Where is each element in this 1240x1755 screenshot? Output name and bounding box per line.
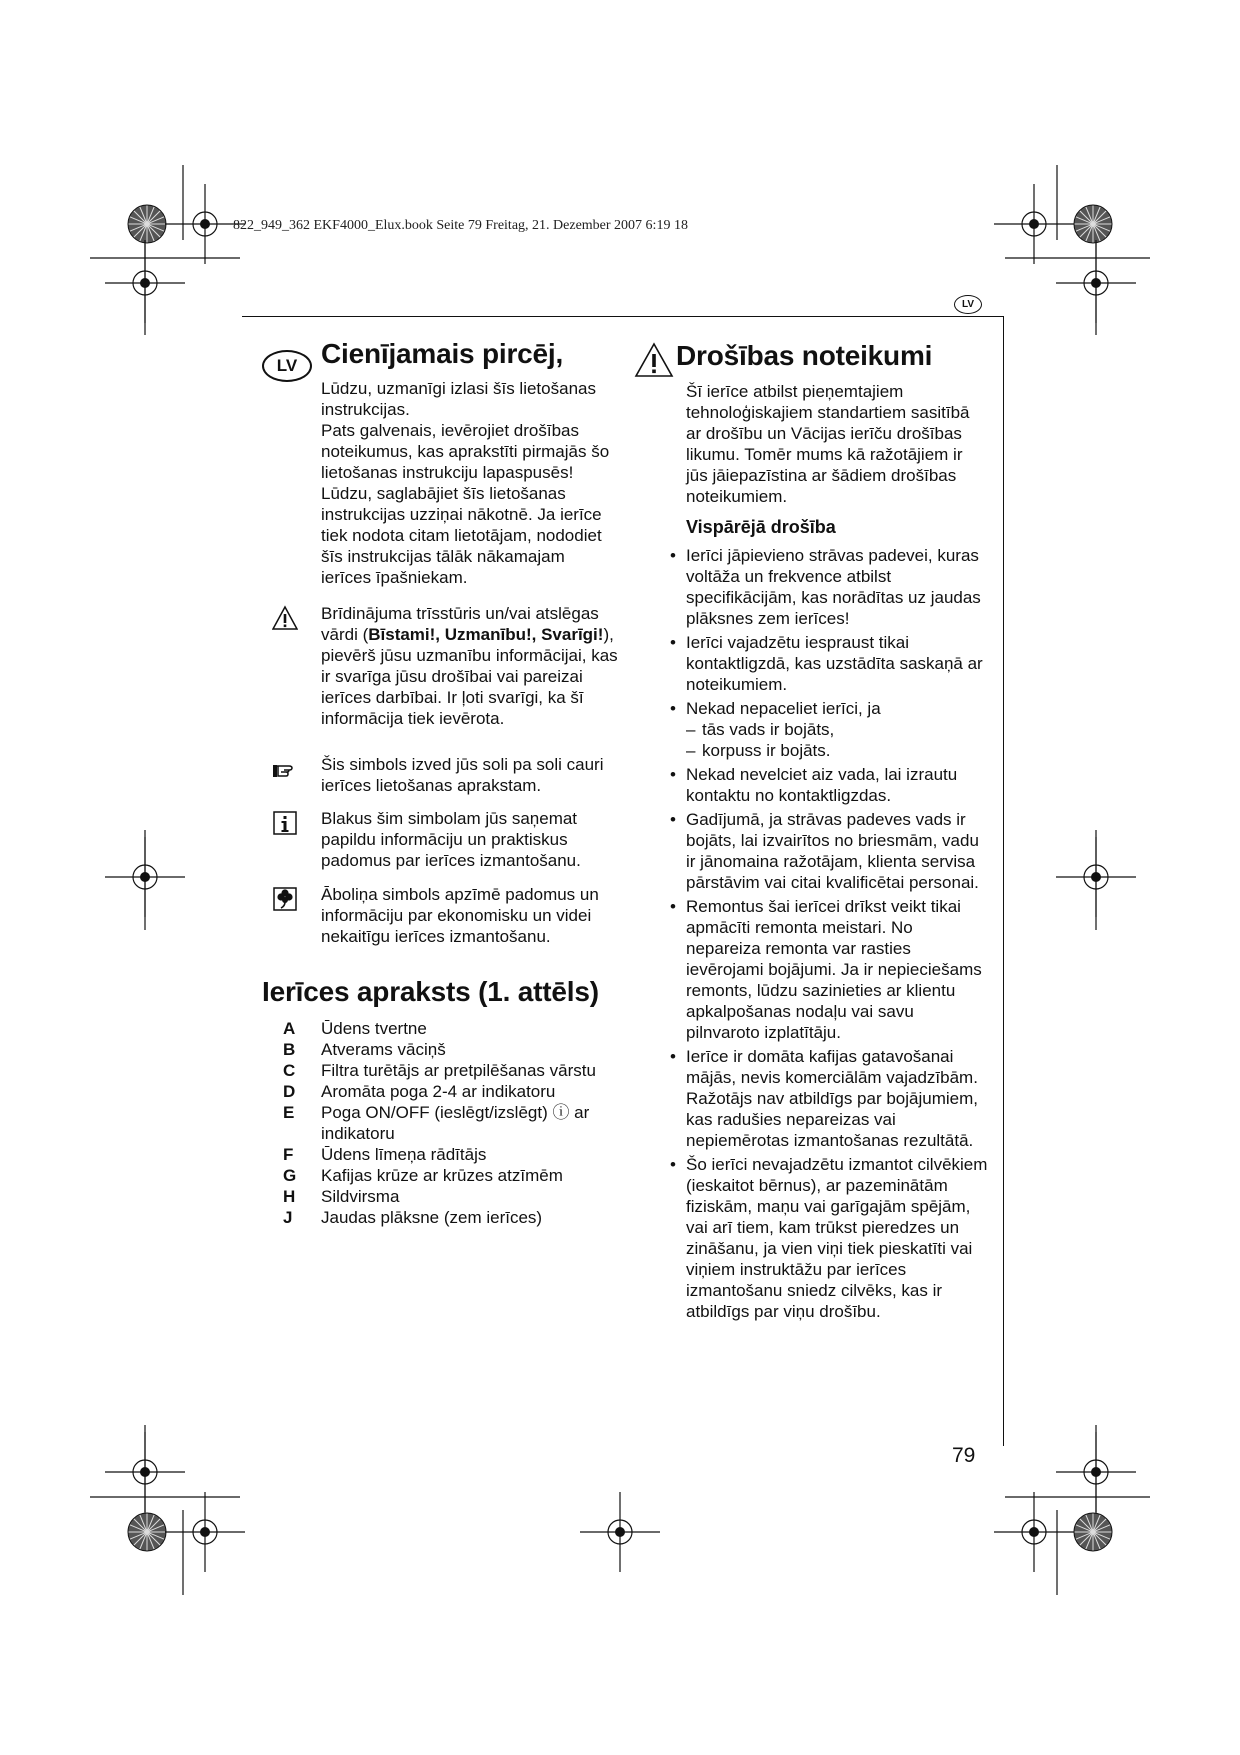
safety-bullet-text: • Remontus šai ierīcei drīkst veikt tikai apmācīti remonta meistari. No nepareiza remonta var rasties ievērojami bojājumi. Ja ir nepieciešams remonts, lūdzu sazinieties ar klientu apkalpošanas nodaļu vai savu pilnvaroto izplatītāju.: [686, 897, 982, 1042]
part-text: Sildvirsma: [321, 1187, 400, 1206]
description-title: Ierīces apraksts (1. attēls): [262, 976, 599, 1007]
part-text: Poga ON/OFF (ieslēgt/izslēgt) ⓘ ar indikatoru: [321, 1103, 590, 1143]
safety-bullet: [670, 698, 988, 761]
part-letter: H: [283, 1187, 296, 1206]
print-header: 822_949_362 EKF4000_Elux.book Seite 79 Freitag, 21. Dezember 2007 6:19 18: [233, 218, 688, 233]
info-icon: [272, 810, 298, 836]
warning-triangle-icon: [272, 605, 298, 631]
part-item: [283, 1207, 623, 1228]
safety-sub-bullet: – tās vads ir bojāts,: [686, 719, 988, 740]
safety-bullet-text: • Šo ierīci nevajadzētu izmantot cilvēkiem (ieskaitot bērnus), ar pazeminātām fiziskām, maņu vai garīgajām spējām, vai arī tiem, kam trūkst pieredzes un zināšanu, ja vien viņi tiek pieskatīti vai viņiem instruktāžu par ierīces izmantošanu sniedz cilvēks, kas ir atbildīgs par viņu drošību.: [686, 1155, 988, 1321]
part-letter: A: [283, 1019, 296, 1038]
parts-list: [283, 1018, 623, 1228]
safety-bullet-text: • Ierīci vajadzētu iespraust tikai kontaktligzdā, kas uzstādīta saskaņā ar noteikumiem.: [686, 633, 983, 694]
part-item: [283, 1186, 623, 1207]
safety-sub-bullet: – korpuss ir bojāts.: [686, 740, 988, 761]
part-item: [283, 1144, 623, 1165]
part-item: [283, 1018, 623, 1039]
safety-bullet-text: • Ierīce ir domāta kafijas gatavošanai mājās, nevis komerciālām vajadzībām. Ražotājs nav atbildīgs par bojājumiem, kas radušies nepareizas vai nepiemērotas izmantošanas rezultātā.: [686, 1047, 978, 1150]
page-frame-right-rule: [1003, 316, 1004, 1446]
safety-bullet-text: • Nekad nepaceliet ierīci, ja: [686, 699, 881, 718]
part-item: [283, 1060, 623, 1081]
symbol-info-text: Blakus šim simbolam jūs saņemat papildu informāciju un praktiskus padomus par ierīces izmantošanu.: [321, 809, 581, 870]
symbol-warning-text: Brīdinājuma trīsstūris un/vai atslēgas vārdi (Bīstami!, Uzmanību!, Svarīgi!), pievērš jūsu uzmanību informācijai, kas ir svarīga jūsu drošībai vai pareizai ierīces darbībai. Ir ļoti svarīgi, ka šī informācija tiek ievērota.: [321, 604, 618, 728]
page-frame-top-rule: [242, 316, 1004, 317]
part-letter: D: [283, 1082, 296, 1101]
safety-bullet: [670, 764, 988, 806]
language-badge-small: LV: [954, 295, 982, 314]
symbol-eco-text: Āboliņa simbols apzīmē padomus un informāciju par ekonomisku un videi nekaitīgu ierīces izmantošanu.: [321, 885, 599, 946]
clover-icon: [272, 886, 298, 912]
safety-bullet: [670, 809, 988, 893]
safety-bullet-text: • Ierīci jāpievieno strāvas padevei, kuras voltāža un frekvence atbilst specifikācijām, kas norādītas uz jaudas plāksnes zem ierīces!: [686, 546, 981, 628]
part-item: [283, 1102, 623, 1144]
part-text: Kafijas krūze ar krūzes atzīmēm: [321, 1166, 563, 1185]
pointing-hand-icon: [272, 756, 298, 782]
safety-intro: Šī ierīce atbilst pieņemtajiem tehnoloģiskajiem standartiem sasitībā ar drošību un Vācijas ierīču drošības likumu. Tomēr mums kā ražotājiem ir jūs jāiepazīstina ar šādiem drošības noteikumiem.: [686, 382, 970, 506]
part-text: Atverams vāciņš: [321, 1040, 446, 1059]
symbol-step-text: Šis simbols izved jūs soli pa soli cauri ierīces lietošanas aprakstam.: [321, 755, 604, 795]
safety-bullet-list: [670, 545, 988, 1325]
part-text: Ūdens tvertne: [321, 1019, 427, 1038]
part-letter: E: [283, 1103, 295, 1122]
part-letter: C: [283, 1061, 296, 1080]
part-letter: G: [283, 1166, 297, 1185]
part-letter: F: [283, 1145, 294, 1164]
warning-keywords: Bīstami!, Uzmanību!, Svarīgi!: [368, 625, 604, 644]
general-safety-subhead: Vispārējā drošība: [686, 517, 836, 537]
safety-bullet: [670, 896, 988, 1043]
safety-title: Drošības noteikumi: [676, 340, 933, 371]
safety-warning-icon: [634, 342, 674, 378]
safety-bullet: [670, 1046, 988, 1151]
safety-bullet-text: • Gadījumā, ja strāvas padeves vads ir bojāts, lai izvairītos no briesmām, vadu ir jānomaina ražotājam, klienta servisa pārstāvim vai citai kvalificētai personai.: [686, 810, 979, 892]
safety-bullet-text: • Nekad nevelciet aiz vada, lai izrautu kontaktu no kontaktligzdas.: [686, 765, 958, 805]
part-text: Filtra turētājs ar pretpilēšanas vārstu: [321, 1061, 596, 1080]
part-text: Jaudas plāksne (zem ierīces): [321, 1208, 543, 1227]
intro-title: Cienījamais pircēj,: [321, 338, 564, 369]
part-letter: B: [283, 1040, 296, 1059]
language-badge: LV: [262, 350, 312, 382]
part-item: [283, 1165, 623, 1186]
part-item: [283, 1081, 623, 1102]
safety-bullet: [670, 545, 988, 629]
intro-para-1: Lūdzu, uzmanīgi izlasi šīs lietošanas instrukcijas.: [321, 379, 596, 419]
page-number: 79: [952, 1444, 976, 1467]
safety-bullet: [670, 1154, 988, 1322]
part-letter: J: [283, 1208, 293, 1227]
part-text: Aromāta poga 2-4 ar indikatoru: [321, 1082, 556, 1101]
intro-text: [321, 378, 616, 588]
safety-bullet: [670, 632, 988, 695]
intro-para-2: Pats galvenais, ievērojiet drošības noteikumus, kas aprakstīti pirmajās šo lietošanas instrukciju lapaspusēs! Lūdzu, saglabājiet šīs lietošanas instrukcijas uzziņai nākotnē. Ja ierīce tiek nodota citam lietotājam, nododiet šīs instrukcijas tālāk nākamajam ierīces īpašniekam.: [321, 421, 610, 587]
part-text: Ūdens līmeņa rādītājs: [321, 1145, 487, 1164]
part-item: [283, 1039, 623, 1060]
